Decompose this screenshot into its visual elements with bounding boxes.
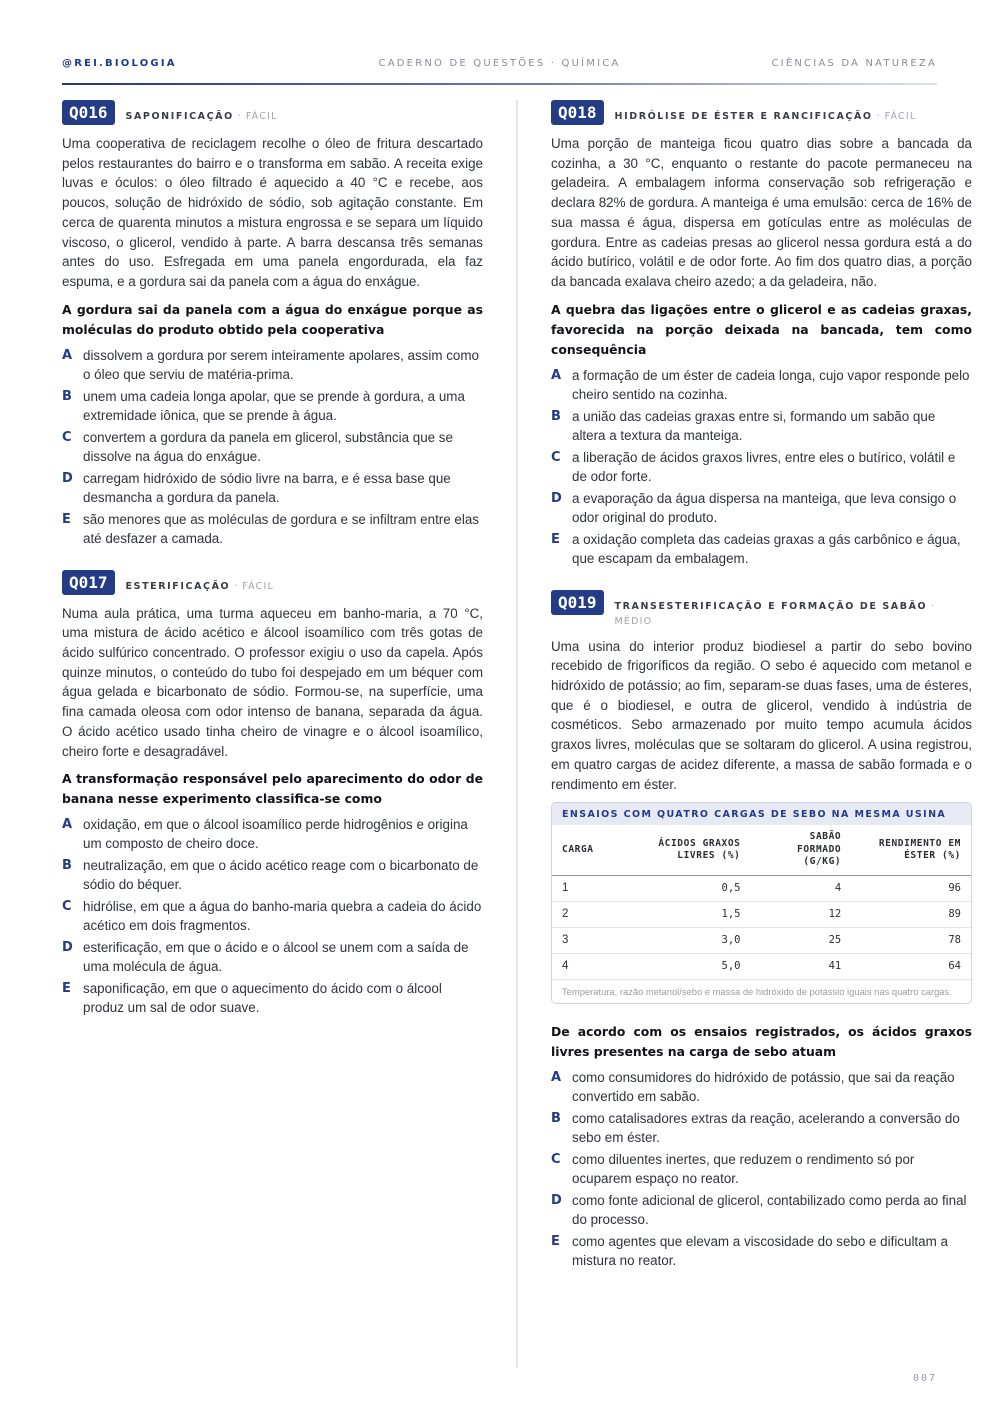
table-cell: 78: [851, 927, 971, 953]
option-c[interactable]: [62, 428, 483, 466]
option-a[interactable]: [551, 1068, 972, 1106]
column-header: SABÃO FORMADO (G/KG): [751, 825, 852, 875]
option-e[interactable]: [551, 530, 972, 568]
option-letter: B: [62, 858, 72, 874]
table-cell: 25: [751, 927, 852, 953]
option-letter: C: [551, 449, 561, 465]
option-a[interactable]: [551, 366, 972, 404]
option-text: saponificação, em que o aquecimento do ácido com o álcool produz um sal de odor suave.: [83, 981, 442, 1016]
question-q018: Q018 HIDRÓLISE DE ÉSTER E RANCIFICAÇÃO · FÁCIL Uma porção de manteiga ficou quatro dias sobre a bancada da cozinha, a 30 °C, enquanto o restante do pacote permaneceu na geladeira. A embalagem informa conservação sob refrigeração e declara 82% de gordura. A manteiga é uma emulsão: cerca de 16% de sua massa é água, dispersa em gotículas entre as moléculas de gordura. Entre as cadeias presas ao glicerol nessa gordura está a do ácido butírico, volátil e de odor forte. Ao fim dos quatro dias, a porção da bancada exalava cheiro azedo; a da geladeira, não. A quebra das ligações entre o glicerol e as cadeias graxas, favorecida na porção deixada na bancada, tem como consequência A a formação de um éster de cadeia longa, cujo vapor responde pelo cheiro sentido na cozinha. B a união das cadeias graxas entre si, formando um sabão que altera a textura da manteiga. C a liberação de ácidos graxos livres, entre eles o butírico, volátil e de odor forte. D a evaporação da água dispersa na manteiga, que leva consigo o odor original do produto. E a oxidação completa das cadeias graxas a gás carbônico e água, que escapam da embalagem.: [551, 100, 972, 568]
option-c[interactable]: [551, 448, 972, 486]
option-text: oxidação, em que o álcool isoamílico perde hidrogênios e origina um composto de cheiro doce.: [83, 817, 468, 852]
question-q017: Q017 ESTERIFICAÇÃO · FÁCIL Numa aula prática, uma turma aqueceu em banho-maria, a 70 °C, uma mistura de ácido acético e álcool isoamílico com três gotas de ácido sulfúrico concentrado. O professor exigiu o uso da capela. Após quinze minutos, o conteúdo do tubo foi despejado em um béquer com água gelada e bicarbonato de sódio. Formou-se, na superfície, uma fina camada oleosa com odor intenso de banana, separada da água. O ácido acético usado tinha cheiro de vinagre e o álcool isoamílico, cheiro forte e desagradável. A transformação responsável pelo aparecimento do odor de banana nesse experimento classifica-se como A oxidação, em que o álcool isoamílico perde hidrogênios e origina um composto de cheiro doce. B neutralização, em que o ácido acético reage com o bicarbonato de sódio do béquer. C hidrólise, em que a água do banho-maria quebra a cadeia do ácido acético em dois fragmentos. D esterificação, em que o ácido e o álcool se unem com a saída de uma molécula de água. E saponificação, em que o aquecimento do ácido com o álcool produz um sal de odor suave.: [62, 570, 483, 1018]
question-prompt: De acordo com os ensaios registrados, os ácidos graxos livres presentes na carga de sebo atuam: [551, 1023, 972, 1059]
option-letter: D: [62, 470, 73, 486]
question-topic: TRANSESTERIFICAÇÃO E FORMAÇÃO DE SABÃO: [614, 600, 928, 612]
option-letter: A: [62, 817, 73, 833]
option-letter: A: [62, 347, 73, 363]
table-row: [552, 875, 971, 901]
option-letter: E: [551, 1233, 560, 1249]
table-cell: 3,0: [642, 927, 751, 953]
option-letter: B: [551, 1110, 561, 1126]
option-text: como consumidores do hidróxido de potássio, que sai da reação convertido em sabão.: [572, 1069, 955, 1104]
question-topic: ESTERIFICAÇÃO: [125, 580, 231, 592]
table-cell: 2: [552, 901, 642, 927]
question-stem: Numa aula prática, uma turma aqueceu em banho-maria, a 70 °C, uma mistura de ácido acético e álcool isoamílico com três gotas de ácido sulfúrico concentrado. O professor exigiu o uso da capela. Após quinze minutos, o conteúdo do tubo foi despejado em um béquer com água gelada e bicarbonato de sódio. Formou-se, na superfície, uma fina camada oleosa com odor intenso de banana, separada da água. O ácido acético usado tinha cheiro de vinagre e o álcool isoamílico, cheiro forte e desagradável.: [62, 605, 483, 759]
table-note: Temperatura, razão metanol/sebo e massa de hidróxido de potássio iguais nas quatro cargas.: [562, 985, 952, 997]
option-letter: E: [62, 981, 71, 997]
question-q019: Q019 TRANSESTERIFICAÇÃO E FORMAÇÃO DE SABÃO · MÉDIO Uma usina do interior produz biodiesel a partir do sebo bovino recebido de frigoríficos da região. O sebo é aquecido com metanol e hidróxido de potássio; ao fim, separam-se duas fases, uma de ésteres, que é o biodiesel, e outra de glicerol, vendido à indústria de cosméticos. Sebo armazenado por muito tempo acumula ácidos graxos livres, moléculas que se soltaram do glicerol. A usina registrou, em quatro cargas de acidez diferente, a massa de sabão formada e o rendimento em éster. ENSAIOS COM QUATRO CARGAS DE SEBO NA MESMA USINA CARGA ÁCIDOS GRAXOS LIVRES (%) SABÃO FORMADO (G/KG) RENDIMENTO EM ÉSTER (%) 1 0,5 4 96 2 1,5 12 89 3 3,0 25 78 4 5,0 41 64 Temperatura, razão metanol/sebo e massa de hidróxido de potássio iguais nas quatro cargas. De acordo com os ensaios registrados, os ácidos graxos livres presentes na carga de sebo atuam A como consumidores do hidróxido de potássio, que sai da reação convertido em sabão. B como catalisadores extras da reação, acelerando a conversão do sebo em éster. C como diluentes inertes, que reduzem o rendimento só por ocuparem espaço no reator. D como fonte adicional de glicerol, contabilizado como perda ao final do processo. E como agentes que elevam a viscosidade do sebo e dificultam a mistura no reator.: [551, 590, 972, 1270]
option-letter: C: [62, 899, 72, 915]
option-b[interactable]: [551, 407, 972, 445]
table-row: [552, 927, 971, 953]
option-letter: B: [551, 408, 561, 424]
option-letter: C: [62, 429, 72, 445]
column-divider: [516, 100, 518, 1368]
table-cell: 4: [751, 875, 852, 901]
header-rule: [62, 83, 937, 85]
subject-area: CIÊNCIAS DA NATUREZA: [771, 58, 937, 69]
column-header: RENDIMENTO EM ÉSTER (%): [851, 825, 971, 875]
table-cell: 41: [751, 953, 852, 979]
option-letter: C: [551, 1151, 561, 1167]
question-difficulty: FÁCIL: [242, 580, 274, 592]
option-text: convertem a gordura da panela em glicerol, substância que se dissolve na água do enxágue.: [83, 429, 453, 464]
option-e[interactable]: [62, 510, 483, 548]
option-c[interactable]: [62, 897, 483, 935]
table-cell: 12: [751, 901, 852, 927]
option-text: como catalisadores extras da reação, acelerando a conversão do sebo em éster.: [572, 1110, 960, 1145]
table-cell: 3: [552, 927, 642, 953]
table-header-row: [552, 825, 971, 875]
question-number-badge: Q018: [551, 100, 604, 125]
option-text: como fonte adicional de glicerol, contabilizado como perda ao final do processo.: [572, 1192, 967, 1227]
option-b[interactable]: [62, 856, 483, 894]
option-text: a formação de um éster de cadeia longa, cujo vapor responde pelo cheiro sentido na cozinha.: [572, 367, 970, 402]
question-stem: Uma usina do interior produz biodiesel a partir do sebo bovino recebido de frigoríficos da região. O sebo é aquecido com metanol e hidróxido de potássio; ao fim, separam-se duas fases, uma de ésteres, que é o biodiesel, e outra de glicerol, vendido à indústria de cosméticos. Sebo armazenado por muito tempo acumula ácidos graxos livres, moléculas que se soltaram do glicerol. A usina registrou, em quatro cargas de acidez diferente, a massa de sabão formada e o rendimento em éster.: [551, 638, 972, 792]
option-d[interactable]: [62, 938, 483, 976]
table-title: ENSAIOS COM QUATRO CARGAS DE SEBO NA MESMA USINA: [552, 803, 971, 825]
question-stem: Uma cooperativa de reciclagem recolhe o óleo de fritura descartado pelos restaurantes do bairro e o transforma em sabão. A receita exige luvas e óculos: o óleo filtrado é aquecido a 40 °C e recebe, aos poucos, solução de hidróxido de sódio, sob agitação constante. Em cerca de quarenta minutos a mistura engrossa e se separa um líquido viscoso, o glicerol, vendido à parte. A barra descansa três semanas antes do uso. Esfregada em uma panela engordurada, ela faz espuma, e a gordura sai da panela com a água do enxágue.: [62, 136, 483, 289]
option-text: esterificação, em que o ácido e o álcool se unem com a saída de uma molécula de água.: [83, 940, 469, 975]
option-e[interactable]: [551, 1232, 972, 1270]
question-prompt: A transformação responsável pelo aparecimento do odor de banana nesse experimento classifica-se como: [62, 771, 483, 807]
data-table-box: [551, 802, 972, 1004]
option-d[interactable]: [62, 469, 483, 507]
option-text: neutralização, em que o ácido acético reage com o bicarbonato de sódio do béquer.: [83, 858, 479, 893]
question-topic: SAPONIFICAÇÃO: [125, 111, 234, 122]
option-letter: A: [551, 1069, 562, 1085]
option-text: hidrólise, em que a água do banho-maria quebra a cadeia do ácido acético em dois fragmentos.: [83, 899, 482, 934]
table-cell: 96: [851, 875, 971, 901]
option-letter: A: [551, 367, 562, 383]
data-table: [552, 825, 971, 980]
table-row: [552, 953, 971, 979]
option-text: são menores que as moléculas de gordura e se infiltram entre elas até desfazer a camada.: [83, 511, 479, 546]
question-number-badge: Q017: [62, 570, 115, 595]
question-difficulty: FÁCIL: [245, 111, 278, 122]
column-header: ÁCIDOS GRAXOS LIVRES (%): [642, 825, 751, 875]
right-column: [551, 100, 972, 1292]
option-text: a união das cadeias graxas entre si, formando um sabão que altera a textura da manteiga.: [572, 408, 936, 443]
question-difficulty: FÁCIL: [884, 111, 917, 122]
brand-handle: @REI.BIOLOGIA: [62, 58, 177, 69]
question-stem: Uma porção de manteiga ficou quatro dias sobre a bancada da cozinha, a 30 °C, enquanto o restante do pacote permaneceu na geladeira. A embalagem informa conservação sob refrigeração e declara 82% de gordura. A manteiga é uma emulsão: cerca de 16% de sua massa é água, dispersa em gotículas entre as moléculas de gordura. Entre as cadeias presas ao glicerol nessa gordura está a do ácido butírico, volátil e de odor forte. Ao fim dos quatro dias, a porção da bancada exalava cheiro azedo; a da geladeira, não.: [551, 136, 972, 289]
option-text: a oxidação completa das cadeias graxas a gás carbônico e água, que escapam da embalagem.: [572, 531, 961, 566]
option-letter: D: [62, 940, 73, 956]
page-number: 007: [912, 1373, 937, 1384]
question-prompt: A gordura sai da panela com a água do enxágue porque as moléculas do produto obtido pela cooperativa: [62, 301, 483, 337]
option-text: carregam hidróxido de sódio livre na barra, e é essa base que desmancha a gordura da panela.: [83, 470, 451, 505]
table-cell: 5,0: [642, 953, 751, 979]
table-cell: 4: [552, 953, 642, 979]
option-letter: D: [551, 490, 562, 506]
question-prompt: A quebra das ligações entre o glicerol e as cadeias graxas, favorecida na porção deixada na bancada, tem como consequência: [551, 301, 972, 357]
option-letter: E: [551, 531, 560, 547]
question-difficulty: MÉDIO: [614, 615, 653, 627]
option-e[interactable]: [62, 979, 483, 1017]
booklet-title: CADERNO DE QUESTÕES · QUÍMICA: [378, 58, 621, 69]
table-row: [552, 901, 971, 927]
page-header: [62, 58, 937, 74]
option-c[interactable]: [551, 1150, 972, 1188]
option-letter: B: [62, 388, 72, 404]
option-text: a liberação de ácidos graxos livres, entre eles o butírico, volátil e de odor forte.: [572, 449, 956, 484]
table-cell: 0,5: [642, 875, 751, 901]
table-cell: 1: [552, 875, 642, 901]
question-topic: HIDRÓLISE DE ÉSTER E RANCIFICAÇÃO: [614, 111, 873, 122]
option-b[interactable]: [551, 1109, 972, 1147]
option-text: dissolvem a gordura por serem inteiramente apolares, assim como o óleo que serviu de matéria-prima.: [83, 347, 479, 382]
option-text: a evaporação da água dispersa na manteiga, que leva consigo o odor original do produto.: [572, 490, 957, 525]
column-header: CARGA: [552, 825, 642, 875]
question-q016: Q016 SAPONIFICAÇÃO · FÁCIL Uma cooperativa de reciclagem recolhe o óleo de fritura descartado pelos restaurantes do bairro e o transforma em sabão. A receita exige luvas e óculos: o óleo filtrado é aquecido a 40 °C e recebe, aos poucos, solução de hidróxido de sódio, sob agitação constante. Em cerca de quarenta minutos a mistura engrossa e se separa um líquido viscoso, o glicerol, vendido à parte. A barra descansa três semanas antes do uso. Esfregada em uma panela engordurada, ela faz espuma, e a gordura sai da panela com a água do enxágue. A gordura sai da panela com a água do enxágue porque as moléculas do produto obtido pela cooperativa A dissolvem a gordura por serem inteiramente apolares, assim como o óleo que serviu de matéria-prima. B unem uma cadeia longa apolar, que se prende à gordura, a uma extremidade iônica, que se prende à água. C convertem a gordura da panela em glicerol, substância que se dissolve na água do enxágue. D carregam hidróxido de sódio livre na barra, e é essa base que desmancha a gordura da panela. E são menores que as moléculas de gordura e se infiltram entre elas até desfazer a camada.: [62, 100, 483, 548]
option-a[interactable]: [62, 815, 483, 853]
option-d[interactable]: [551, 489, 972, 527]
question-number-badge: Q016: [62, 100, 115, 125]
question-number-badge: Q019: [551, 590, 604, 615]
option-a[interactable]: [62, 346, 483, 384]
table-cell: 64: [851, 953, 971, 979]
option-text: como agentes que elevam a viscosidade do sebo e dificultam a mistura no reator.: [572, 1233, 948, 1268]
option-b[interactable]: [62, 387, 483, 425]
option-letter: E: [62, 511, 71, 527]
table-cell: 89: [851, 901, 971, 927]
option-text: unem uma cadeia longa apolar, que se prende à gordura, a uma extremidade iônica, que se prende à água.: [83, 388, 465, 423]
table-cell: 1,5: [642, 901, 751, 927]
option-letter: D: [551, 1192, 562, 1208]
option-d[interactable]: [551, 1191, 972, 1229]
option-text: como diluentes inertes, que reduzem o rendimento só por ocuparem espaço no reator.: [572, 1151, 915, 1186]
left-column: [62, 100, 483, 1039]
